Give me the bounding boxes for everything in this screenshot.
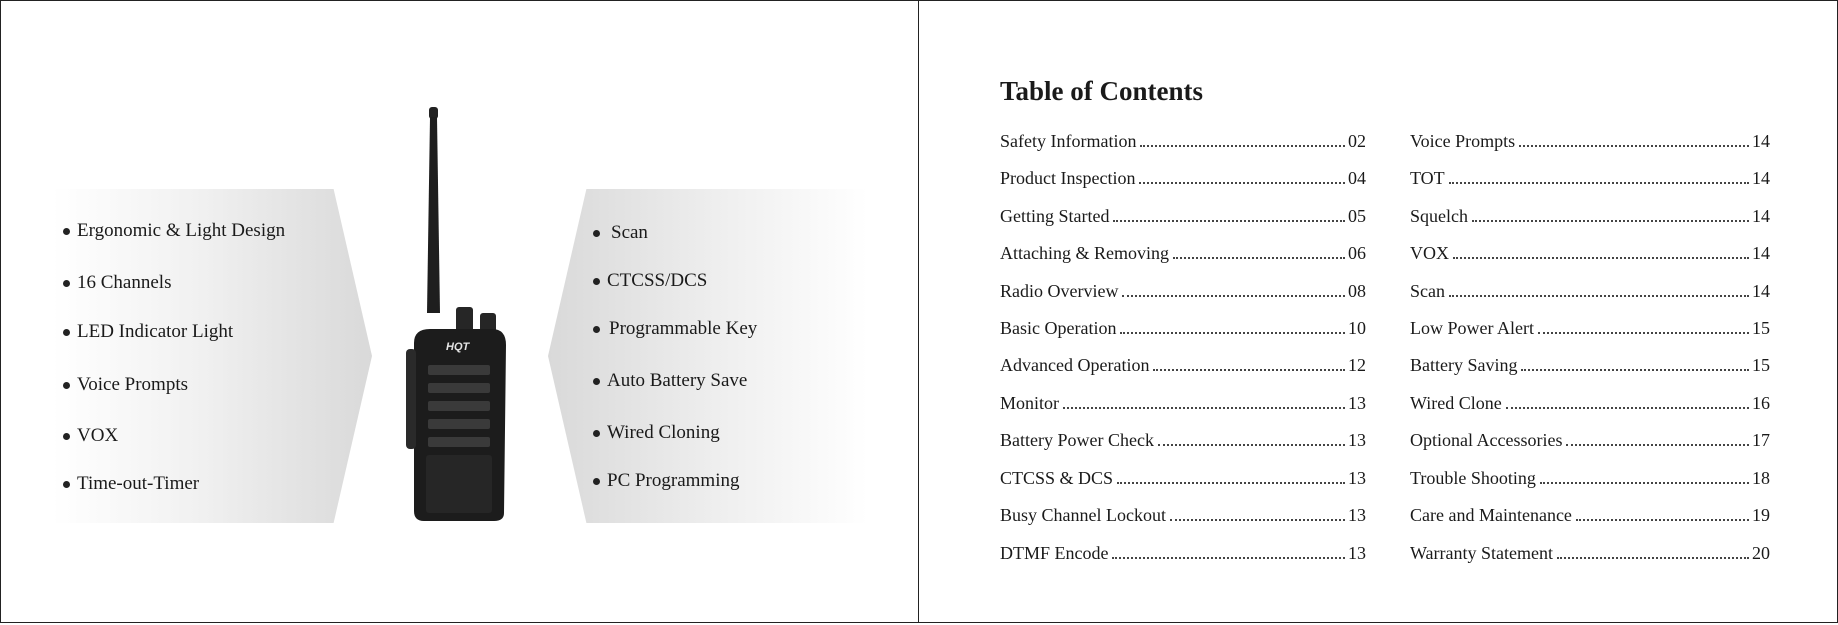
toc-entry[interactable]: TOT 14 <box>1410 168 1770 188</box>
dot-leader <box>1140 144 1345 147</box>
toc-entry[interactable]: Trouble Shooting 18 <box>1410 468 1770 488</box>
bullet-icon <box>593 326 600 333</box>
feature-item: Voice Prompts <box>63 374 188 396</box>
dot-leader <box>1153 368 1345 371</box>
dot-leader <box>1139 181 1345 184</box>
bullet-icon <box>63 481 70 488</box>
dot-leader <box>1566 443 1749 446</box>
toc-entry[interactable]: Battery Power Check 13 <box>1000 430 1366 450</box>
dot-leader <box>1173 256 1345 259</box>
bullet-icon <box>63 228 70 235</box>
bullet-icon <box>63 433 70 440</box>
toc-entry[interactable]: Product Inspection 04 <box>1000 168 1366 188</box>
dot-leader <box>1063 406 1345 409</box>
bullet-icon <box>593 378 600 385</box>
feature-item: Auto Battery Save <box>593 370 747 392</box>
speaker-grille-slot <box>428 437 490 447</box>
speaker-grille-slot <box>428 401 490 411</box>
bullet-icon <box>593 430 600 437</box>
dot-leader <box>1170 518 1345 521</box>
feature-item: 16 Channels <box>63 272 171 294</box>
radio-lower-panel <box>426 455 492 513</box>
dot-leader <box>1453 256 1749 259</box>
toc-entry[interactable]: Getting Started 05 <box>1000 206 1366 226</box>
dot-leader <box>1538 331 1749 334</box>
dot-leader <box>1117 481 1345 484</box>
toc-entry[interactable]: Scan 14 <box>1410 281 1770 301</box>
feature-item: LED Indicator Light <box>63 321 233 343</box>
radio-image <box>400 103 510 523</box>
toc-entry[interactable]: Squelch 14 <box>1410 206 1770 226</box>
dot-leader <box>1158 443 1345 446</box>
toc-title: Table of Contents <box>1000 76 1204 106</box>
dot-leader <box>1521 368 1749 371</box>
feature-item: Scan <box>593 222 648 244</box>
ptt-button <box>406 349 416 449</box>
toc-entry[interactable]: Voice Prompts 14 <box>1410 131 1770 151</box>
dot-leader <box>1557 556 1749 559</box>
bullet-icon <box>63 280 70 287</box>
toc-entry[interactable]: Optional Accessories 17 <box>1410 430 1770 450</box>
dot-leader <box>1113 219 1345 222</box>
toc-entry[interactable]: Battery Saving 15 <box>1410 355 1770 375</box>
speaker-grille-slot <box>428 419 490 429</box>
dot-leader <box>1540 481 1749 484</box>
speaker-grille-slot <box>428 365 490 375</box>
bullet-icon <box>593 478 600 485</box>
feature-item: Ergonomic & Light Design <box>63 220 285 242</box>
toc-entry[interactable]: Attaching & Removing 06 <box>1000 243 1366 263</box>
feature-item: Wired Cloning <box>593 422 720 444</box>
dot-leader <box>1506 406 1749 409</box>
dot-leader <box>1449 181 1749 184</box>
dot-leader <box>1519 144 1749 147</box>
speaker-grille-slot <box>428 383 490 393</box>
bullet-icon <box>63 329 70 336</box>
feature-item: PC Programming <box>593 470 739 492</box>
toc-entry[interactable]: Monitor 13 <box>1000 393 1366 413</box>
feature-item: Programmable Key <box>593 318 757 340</box>
toc-entry[interactable]: DTMF Encode 13 <box>1000 543 1366 563</box>
toc-entry[interactable]: Wired Clone 16 <box>1410 393 1770 413</box>
toc-entry[interactable]: Busy Channel Lockout 13 <box>1000 505 1366 525</box>
toc-entry[interactable]: Basic Operation 10 <box>1000 318 1366 338</box>
dot-leader <box>1576 518 1749 521</box>
dot-leader <box>1449 294 1749 297</box>
dot-leader <box>1120 331 1345 334</box>
dot-leader <box>1112 556 1345 559</box>
toc-entry[interactable]: CTCSS & DCS 13 <box>1000 468 1366 488</box>
radio-antenna <box>427 117 440 313</box>
dot-leader <box>1122 294 1345 297</box>
toc-entry[interactable]: Warranty Statement 20 <box>1410 543 1770 563</box>
radio-brand-logo: HQT <box>446 341 470 353</box>
bullet-icon <box>593 230 600 237</box>
feature-item: Time-out-Timer <box>63 473 199 495</box>
toc-entry[interactable]: Safety Information 02 <box>1000 131 1366 151</box>
bullet-icon <box>593 278 600 285</box>
toc-entry[interactable]: Low Power Alert 15 <box>1410 318 1770 338</box>
bullet-icon <box>63 382 70 389</box>
toc-entry[interactable]: VOX 14 <box>1410 243 1770 263</box>
feature-item: VOX <box>63 425 118 447</box>
toc-entry[interactable]: Radio Overview 08 <box>1000 281 1366 301</box>
feature-item: CTCSS/DCS <box>593 270 707 292</box>
toc-entry[interactable]: Advanced Operation 12 <box>1000 355 1366 375</box>
toc-entry[interactable]: Care and Maintenance 19 <box>1410 505 1770 525</box>
dot-leader <box>1472 219 1749 222</box>
